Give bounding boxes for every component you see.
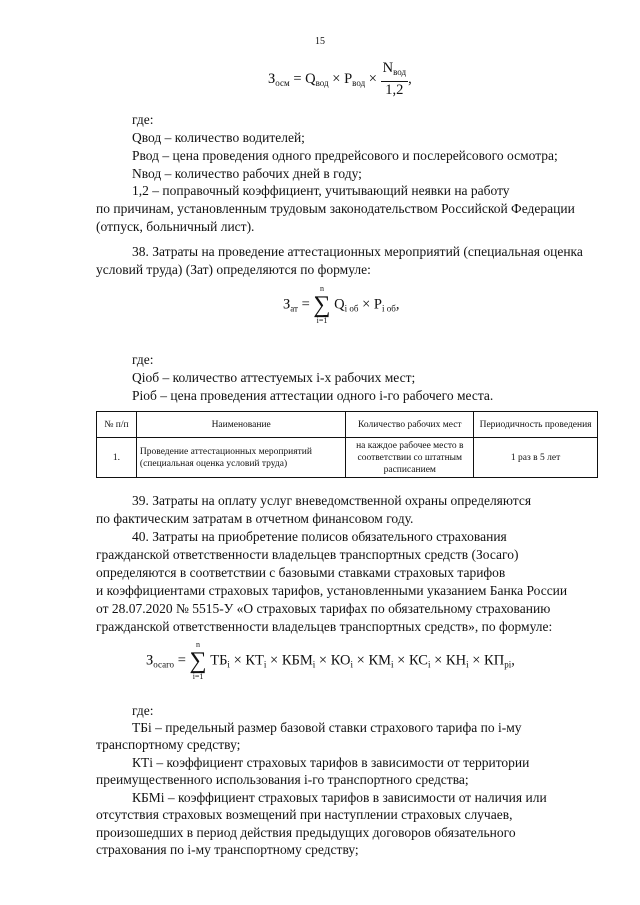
fraction: $\frac{N_{вод}}{1,2}$	[382, 60, 407, 98]
paragraph-40: от 28.07.2020 № 5515-У «О страховых тарифах по обязательному страхованию	[96, 601, 551, 616]
definition-line: произошедших в период действия предыдущих договоров обязательного	[96, 825, 516, 840]
paragraph-38: условий труда) (Зат) определяются по формуле:	[96, 262, 371, 277]
attestation-table	[96, 411, 598, 478]
definition-line: Pвод – цена проведения одного предрейсового и послерейсового осмотра;	[132, 148, 558, 163]
definition-line: отсутствия страховых возмещений при наступлении страховых случаев,	[96, 807, 513, 822]
formula-osago: $З_{осаго}$ = n ∑ i=1 $ТБ_i \times КТ_i \times КБМ_i \times КО_i \times КМ_i \times КС_i \times КН_i \times КП_{pi}$,	[146, 640, 515, 681]
where-label: где:	[132, 703, 154, 718]
definition-line: по причинам, установленным трудовым законодательством Российской Федерации	[96, 201, 575, 216]
definition-line: Qioб – количество аттестуемых i-х рабочих мест;	[132, 370, 416, 385]
table-header-row	[97, 412, 598, 438]
table-cell: Проведение аттестационных мероприятий (специальная оценка условий труда)	[136, 438, 346, 478]
table-cell: 1 раз в 5 лет	[474, 438, 598, 478]
definition-line: ТБi – предельный размер базовой ставки страхового тарифа по i-му	[132, 720, 522, 735]
table-row	[97, 438, 598, 478]
table-header: № п/п	[97, 412, 137, 438]
definition-line: КБМi – коэффициент страховых тарифов в зависимости от наличия или	[132, 790, 547, 805]
paragraph-39: по фактическим затратам в отчетном финансовом году.	[96, 511, 414, 526]
table-cell: на каждое рабочее место в соответствии со штатным расписанием	[346, 438, 474, 478]
formula-medical-exam: $З_{осм} = Q_{вод} \times P_{вод}$ × $\frac{N_{вод}}{1,2}$ ,	[268, 60, 412, 98]
table-header: Наименование	[136, 412, 346, 438]
paragraph-40: определяются в соответствии с базовыми ставками страховых тарифов	[96, 565, 506, 580]
formula-attestation: $З_{ат}$ = n ∑ i=1 $Q_{i об} \times P_{i об}$,	[283, 284, 400, 325]
paragraph-38: 38. Затраты на проведение аттестационных мероприятий (специальная оценка	[132, 244, 583, 259]
definition-line: 1,2 – поправочный коэффициент, учитывающий неявки на работу	[132, 183, 510, 198]
table-header: Периодичность проведения	[474, 412, 598, 438]
definition-line: Nвод – количество рабочих дней в году;	[132, 166, 362, 181]
definition-line: КТi – коэффициент страховых тарифов в зависимости от территории	[132, 755, 530, 770]
table-header: Количество рабочих мест	[346, 412, 474, 438]
definition-line: транспортному средству;	[96, 737, 241, 752]
where-label: где:	[132, 352, 154, 367]
paragraph-39: 39. Затраты на оплату услуг вневедомственной охраны определяются	[132, 493, 532, 508]
paragraph-40: 40. Затраты на приобретение полисов обязательного страхования	[132, 529, 507, 544]
paragraph-40: и коэффициентами страховых тарифов, установленными указанием Банка России	[96, 583, 568, 598]
page-number: 15	[315, 36, 325, 47]
definition-line: Qвод – количество водителей;	[132, 130, 305, 145]
definition-line: страхования по i-му транспортному средству;	[96, 842, 359, 857]
where-label: где:	[132, 112, 154, 127]
paragraph-40: гражданской ответственности владельцев транспортных средств (Зосаго)	[96, 547, 519, 562]
definition-line: (отпуск, больничный лист).	[96, 219, 255, 234]
table-cell: 1.	[97, 438, 137, 478]
sum-operator: n ∑ i=1	[189, 640, 207, 681]
paragraph-40: гражданской ответственности владельцев транспортных средств», по формуле:	[96, 619, 553, 634]
sum-operator: n ∑ i=1	[313, 284, 331, 325]
definition-line: Pioб – цена проведения аттестации одного i-го рабочего места.	[132, 388, 494, 403]
definition-line: преимущественного использования i-го транспортного средства;	[96, 772, 469, 787]
